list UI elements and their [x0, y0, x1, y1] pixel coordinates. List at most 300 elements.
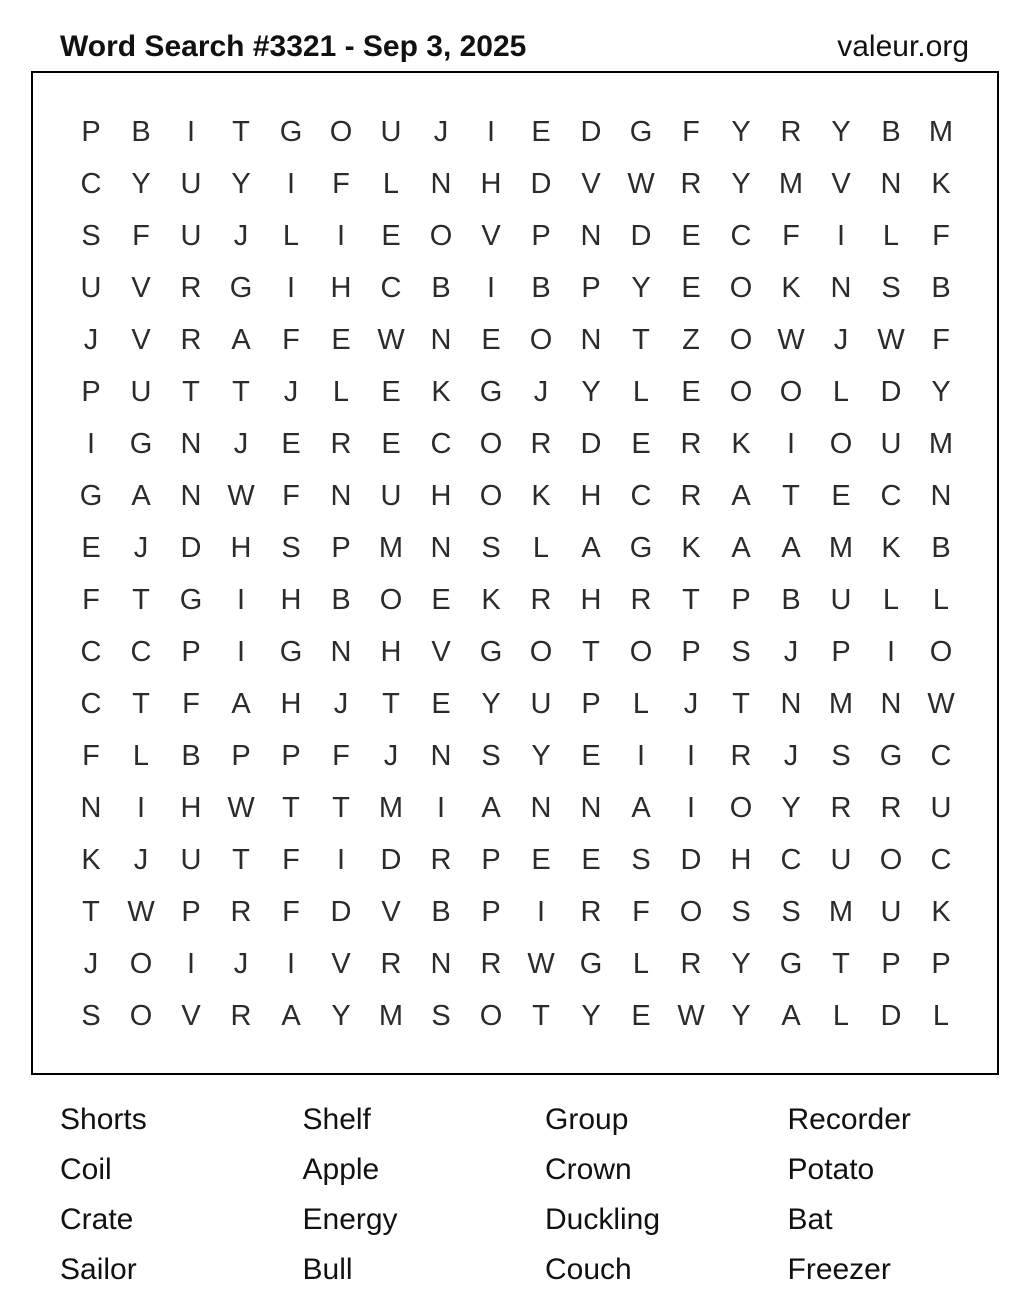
grid-letter[interactable]: V — [131, 323, 151, 356]
grid-letter[interactable]: E — [431, 583, 451, 616]
grid-letter[interactable]: B — [931, 271, 951, 304]
grid-letter[interactable]: N — [430, 167, 452, 200]
grid-letter[interactable]: E — [681, 375, 701, 408]
grid-letter[interactable]: C — [80, 635, 102, 668]
grid-letter[interactable]: U — [880, 427, 902, 460]
grid-letter[interactable]: C — [80, 167, 102, 200]
grid-letter[interactable]: N — [580, 791, 602, 824]
grid-letter[interactable]: N — [580, 323, 602, 356]
grid-letter[interactable]: H — [580, 583, 602, 616]
grid-letter[interactable]: L — [282, 219, 300, 252]
grid-letter[interactable]: N — [180, 427, 202, 460]
grid-letter[interactable]: A — [231, 687, 251, 720]
grid-letter[interactable]: R — [880, 791, 902, 824]
grid-letter[interactable]: P — [481, 843, 501, 876]
grid-letter[interactable]: B — [331, 583, 351, 616]
grid-letter[interactable]: J — [383, 739, 399, 772]
grid-letter[interactable]: K — [731, 427, 751, 460]
grid-letter[interactable]: U — [880, 895, 902, 928]
grid-letter[interactable]: A — [131, 479, 151, 512]
grid-letter[interactable]: Y — [131, 167, 151, 200]
grid-letter[interactable]: S — [281, 531, 301, 564]
grid-letter[interactable]: D — [380, 843, 402, 876]
grid-letter[interactable]: J — [683, 687, 699, 720]
grid-letter[interactable]: I — [686, 739, 696, 772]
grid-letter[interactable]: V — [431, 635, 451, 668]
grid-letter[interactable]: W — [677, 999, 705, 1032]
grid-letter[interactable]: Y — [581, 375, 601, 408]
grid-letter[interactable]: O — [729, 375, 753, 408]
grid-letter[interactable]: K — [931, 167, 951, 200]
grid-letter[interactable]: P — [81, 115, 101, 148]
grid-letter[interactable]: E — [631, 427, 651, 460]
grid-letter[interactable]: P — [181, 635, 201, 668]
grid-letter[interactable]: O — [129, 947, 153, 980]
grid-letter[interactable]: T — [182, 375, 200, 408]
grid-letter[interactable]: E — [281, 427, 301, 460]
grid-letter[interactable]: E — [631, 999, 651, 1032]
grid-letter[interactable]: F — [282, 895, 300, 928]
grid-letter[interactable]: S — [881, 271, 901, 304]
grid-letter[interactable]: L — [932, 999, 950, 1032]
grid-letter[interactable]: I — [236, 635, 246, 668]
grid-letter[interactable]: J — [783, 739, 799, 772]
grid-letter[interactable]: C — [880, 479, 902, 512]
grid-letter[interactable]: F — [782, 219, 800, 252]
grid-letter[interactable]: T — [782, 479, 800, 512]
grid-letter[interactable]: J — [233, 219, 249, 252]
grid-letter[interactable]: E — [331, 323, 351, 356]
grid-letter[interactable]: J — [533, 375, 549, 408]
grid-letter[interactable]: P — [931, 947, 951, 980]
grid-letter[interactable]: S — [81, 999, 101, 1032]
grid-letter[interactable]: A — [281, 999, 301, 1032]
grid-letter[interactable]: S — [731, 895, 751, 928]
grid-letter[interactable]: M — [828, 687, 854, 720]
grid-letter[interactable]: U — [530, 687, 552, 720]
grid-letter[interactable]: S — [631, 843, 651, 876]
grid-letter[interactable]: U — [380, 115, 402, 148]
grid-letter[interactable]: H — [280, 687, 302, 720]
grid-letter[interactable]: B — [181, 739, 201, 772]
grid-letter[interactable]: J — [233, 947, 249, 980]
grid-letter[interactable]: M — [378, 531, 404, 564]
grid-letter[interactable]: M — [378, 999, 404, 1032]
grid-letter[interactable]: L — [632, 375, 650, 408]
grid-letter[interactable]: V — [581, 167, 601, 200]
grid-letter[interactable]: Y — [331, 999, 351, 1032]
grid-letter[interactable]: D — [580, 427, 602, 460]
grid-letter[interactable]: O — [379, 583, 403, 616]
grid-letter[interactable]: B — [931, 531, 951, 564]
grid-letter[interactable]: Y — [581, 999, 601, 1032]
grid-letter[interactable]: I — [536, 895, 546, 928]
grid-letter[interactable]: F — [282, 843, 300, 876]
grid-letter[interactable]: P — [331, 531, 351, 564]
grid-letter[interactable]: M — [928, 115, 954, 148]
grid-letter[interactable]: I — [286, 947, 296, 980]
grid-letter[interactable]: D — [180, 531, 202, 564]
grid-letter[interactable]: Y — [831, 115, 851, 148]
grid-letter[interactable]: I — [186, 947, 196, 980]
grid-letter[interactable]: G — [879, 739, 903, 772]
grid-letter[interactable]: E — [831, 479, 851, 512]
grid-letter[interactable]: D — [530, 167, 552, 200]
grid-letter[interactable]: R — [530, 583, 552, 616]
grid-letter[interactable]: I — [686, 791, 696, 824]
grid-letter[interactable]: N — [580, 219, 602, 252]
grid-letter[interactable]: N — [930, 479, 952, 512]
grid-letter[interactable]: I — [486, 271, 496, 304]
grid-letter[interactable]: M — [378, 791, 404, 824]
grid-letter[interactable]: R — [480, 947, 502, 980]
grid-letter[interactable]: E — [481, 323, 501, 356]
grid-letter[interactable]: J — [133, 843, 149, 876]
grid-letter[interactable]: N — [430, 531, 452, 564]
grid-letter[interactable]: N — [530, 791, 552, 824]
grid-letter[interactable]: S — [81, 219, 101, 252]
grid-letter[interactable]: L — [882, 583, 900, 616]
grid-letter[interactable]: F — [132, 219, 150, 252]
grid-letter[interactable]: C — [380, 271, 402, 304]
grid-letter[interactable]: P — [681, 635, 701, 668]
grid-letter[interactable]: G — [279, 635, 303, 668]
grid-letter[interactable]: F — [282, 479, 300, 512]
grid-letter[interactable]: Y — [731, 167, 751, 200]
grid-letter[interactable]: R — [180, 271, 202, 304]
grid-letter[interactable]: O — [329, 115, 353, 148]
grid-letter[interactable]: P — [81, 375, 101, 408]
grid-letter[interactable]: M — [828, 895, 854, 928]
grid-letter[interactable]: V — [381, 895, 401, 928]
grid-letter[interactable]: J — [283, 375, 299, 408]
grid-letter[interactable]: D — [580, 115, 602, 148]
grid-letter[interactable]: G — [629, 531, 653, 564]
grid-letter[interactable]: K — [881, 531, 901, 564]
grid-letter[interactable]: N — [430, 947, 452, 980]
grid-letter[interactable]: B — [881, 115, 901, 148]
grid-letter[interactable]: E — [681, 219, 701, 252]
grid-letter[interactable]: Y — [731, 999, 751, 1032]
grid-letter[interactable]: B — [431, 271, 451, 304]
grid-letter[interactable]: I — [886, 635, 896, 668]
grid-letter[interactable]: H — [180, 791, 202, 824]
grid-letter[interactable]: U — [80, 271, 102, 304]
grid-letter[interactable]: K — [931, 895, 951, 928]
grid-letter[interactable]: T — [132, 583, 150, 616]
grid-letter[interactable]: N — [880, 167, 902, 200]
grid-letter[interactable]: W — [127, 895, 155, 928]
grid-letter[interactable]: P — [731, 583, 751, 616]
grid-letter[interactable]: S — [481, 531, 501, 564]
grid-letter[interactable]: J — [833, 323, 849, 356]
grid-letter[interactable]: M — [928, 427, 954, 460]
grid-letter[interactable]: T — [382, 687, 400, 720]
grid-letter[interactable]: I — [186, 115, 196, 148]
grid-letter[interactable]: P — [481, 895, 501, 928]
grid-letter[interactable]: D — [330, 895, 352, 928]
grid-letter[interactable]: E — [581, 843, 601, 876]
grid-letter[interactable]: E — [381, 427, 401, 460]
grid-letter[interactable]: F — [632, 895, 650, 928]
grid-letter[interactable]: J — [233, 427, 249, 460]
grid-letter[interactable]: T — [682, 583, 700, 616]
grid-letter[interactable]: P — [181, 895, 201, 928]
grid-letter[interactable]: R — [680, 427, 702, 460]
grid-letter[interactable]: D — [680, 843, 702, 876]
grid-letter[interactable]: L — [532, 531, 550, 564]
grid-letter[interactable]: P — [831, 635, 851, 668]
grid-letter[interactable]: J — [133, 531, 149, 564]
grid-letter[interactable]: R — [530, 427, 552, 460]
grid-letter[interactable]: H — [380, 635, 402, 668]
grid-letter[interactable]: O — [729, 791, 753, 824]
grid-letter[interactable]: L — [832, 999, 850, 1032]
grid-letter[interactable]: O — [129, 999, 153, 1032]
grid-letter[interactable]: W — [627, 167, 655, 200]
grid-letter[interactable]: R — [230, 895, 252, 928]
grid-letter[interactable]: R — [830, 791, 852, 824]
grid-letter[interactable]: W — [377, 323, 405, 356]
grid-letter[interactable]: N — [780, 687, 802, 720]
grid-letter[interactable]: E — [431, 687, 451, 720]
grid-letter[interactable]: I — [336, 219, 346, 252]
grid-letter[interactable]: A — [631, 791, 651, 824]
grid-letter[interactable]: N — [180, 479, 202, 512]
grid-letter[interactable]: T — [732, 687, 750, 720]
grid-letter[interactable]: P — [231, 739, 251, 772]
grid-letter[interactable]: J — [333, 687, 349, 720]
grid-letter[interactable]: F — [282, 323, 300, 356]
grid-letter[interactable]: T — [282, 791, 300, 824]
grid-letter[interactable]: S — [481, 739, 501, 772]
grid-letter[interactable]: G — [229, 271, 253, 304]
grid-letter[interactable]: A — [731, 531, 751, 564]
grid-letter[interactable]: F — [932, 323, 950, 356]
grid-letter[interactable]: Y — [481, 687, 501, 720]
grid-letter[interactable]: J — [83, 947, 99, 980]
grid-letter[interactable]: W — [777, 323, 805, 356]
grid-letter[interactable]: C — [130, 635, 152, 668]
grid-letter[interactable]: L — [132, 739, 150, 772]
grid-letter[interactable]: A — [481, 791, 501, 824]
grid-letter[interactable]: C — [930, 843, 952, 876]
grid-letter[interactable]: K — [681, 531, 701, 564]
grid-letter[interactable]: T — [232, 843, 250, 876]
grid-letter[interactable]: O — [529, 635, 553, 668]
grid-letter[interactable]: O — [629, 635, 653, 668]
grid-letter[interactable]: D — [880, 999, 902, 1032]
grid-letter[interactable]: T — [82, 895, 100, 928]
grid-letter[interactable]: O — [479, 427, 503, 460]
grid-letter[interactable]: Z — [682, 323, 700, 356]
grid-letter[interactable]: A — [581, 531, 601, 564]
grid-letter[interactable]: O — [479, 479, 503, 512]
grid-letter[interactable]: C — [780, 843, 802, 876]
grid-letter[interactable]: G — [629, 115, 653, 148]
grid-letter[interactable]: F — [332, 167, 350, 200]
grid-letter[interactable]: N — [880, 687, 902, 720]
grid-letter[interactable]: H — [430, 479, 452, 512]
grid-letter[interactable]: V — [481, 219, 501, 252]
grid-letter[interactable]: I — [136, 791, 146, 824]
grid-letter[interactable]: E — [381, 219, 401, 252]
grid-letter[interactable]: F — [332, 739, 350, 772]
grid-letter[interactable]: W — [527, 947, 555, 980]
grid-letter[interactable]: J — [433, 115, 449, 148]
grid-letter[interactable]: V — [831, 167, 851, 200]
grid-letter[interactable]: G — [279, 115, 303, 148]
grid-letter[interactable]: Y — [531, 739, 551, 772]
grid-letter[interactable]: G — [179, 583, 203, 616]
grid-letter[interactable]: R — [380, 947, 402, 980]
grid-letter[interactable]: U — [380, 479, 402, 512]
grid-letter[interactable]: U — [130, 375, 152, 408]
grid-letter[interactable]: P — [881, 947, 901, 980]
grid-letter[interactable]: E — [531, 843, 551, 876]
grid-letter[interactable]: T — [532, 999, 550, 1032]
grid-letter[interactable]: U — [830, 843, 852, 876]
grid-letter[interactable]: T — [132, 687, 150, 720]
grid-letter[interactable]: K — [531, 479, 551, 512]
grid-letter[interactable]: O — [529, 323, 553, 356]
grid-letter[interactable]: S — [431, 999, 451, 1032]
grid-letter[interactable]: I — [236, 583, 246, 616]
grid-letter[interactable]: P — [281, 739, 301, 772]
grid-letter[interactable]: O — [429, 219, 453, 252]
grid-letter[interactable]: B — [531, 271, 551, 304]
grid-letter[interactable]: A — [781, 531, 801, 564]
grid-letter[interactable]: G — [479, 635, 503, 668]
grid-letter[interactable]: A — [781, 999, 801, 1032]
grid-letter[interactable]: J — [783, 635, 799, 668]
grid-letter[interactable]: I — [286, 271, 296, 304]
grid-letter[interactable]: G — [479, 375, 503, 408]
grid-letter[interactable]: P — [581, 271, 601, 304]
grid-letter[interactable]: T — [832, 947, 850, 980]
grid-letter[interactable]: F — [932, 219, 950, 252]
grid-letter[interactable]: I — [786, 427, 796, 460]
grid-letter[interactable]: V — [331, 947, 351, 980]
grid-letter[interactable]: O — [679, 895, 703, 928]
grid-letter[interactable]: F — [82, 739, 100, 772]
grid-letter[interactable]: E — [681, 271, 701, 304]
grid-letter[interactable]: H — [230, 531, 252, 564]
grid-letter[interactable]: L — [382, 167, 400, 200]
grid-letter[interactable]: L — [832, 375, 850, 408]
grid-letter[interactable]: E — [581, 739, 601, 772]
grid-letter[interactable]: H — [330, 271, 352, 304]
grid-letter[interactable]: N — [330, 635, 352, 668]
grid-letter[interactable]: P — [531, 219, 551, 252]
grid-letter[interactable]: T — [632, 323, 650, 356]
grid-letter[interactable]: R — [680, 167, 702, 200]
grid-letter[interactable]: Y — [731, 947, 751, 980]
grid-letter[interactable]: B — [131, 115, 151, 148]
grid-letter[interactable]: H — [280, 583, 302, 616]
grid-letter[interactable]: Y — [931, 375, 951, 408]
grid-letter[interactable]: L — [932, 583, 950, 616]
grid-letter[interactable]: C — [630, 479, 652, 512]
grid-letter[interactable]: F — [182, 687, 200, 720]
grid-letter[interactable]: S — [731, 635, 751, 668]
grid-letter[interactable]: C — [430, 427, 452, 460]
grid-letter[interactable]: A — [231, 323, 251, 356]
grid-letter[interactable]: Y — [781, 791, 801, 824]
grid-letter[interactable]: Y — [231, 167, 251, 200]
grid-letter[interactable]: I — [636, 739, 646, 772]
grid-letter[interactable]: S — [831, 739, 851, 772]
grid-letter[interactable]: I — [436, 791, 446, 824]
grid-letter[interactable]: C — [80, 687, 102, 720]
grid-letter[interactable]: B — [781, 583, 801, 616]
grid-letter[interactable]: H — [730, 843, 752, 876]
grid-letter[interactable]: K — [81, 843, 101, 876]
grid-letter[interactable]: C — [930, 739, 952, 772]
grid-letter[interactable]: E — [81, 531, 101, 564]
grid-letter[interactable]: R — [580, 895, 602, 928]
grid-letter[interactable]: W — [227, 479, 255, 512]
grid-letter[interactable]: N — [830, 271, 852, 304]
grid-letter[interactable]: W — [927, 687, 955, 720]
grid-letter[interactable]: S — [781, 895, 801, 928]
grid-letter[interactable]: I — [336, 843, 346, 876]
grid-letter[interactable]: J — [83, 323, 99, 356]
grid-letter[interactable]: B — [431, 895, 451, 928]
grid-letter[interactable]: M — [828, 531, 854, 564]
grid-letter[interactable]: E — [381, 375, 401, 408]
grid-letter[interactable]: O — [729, 323, 753, 356]
grid-letter[interactable]: D — [880, 375, 902, 408]
grid-letter[interactable]: R — [180, 323, 202, 356]
grid-letter[interactable]: T — [232, 115, 250, 148]
grid-letter[interactable]: W — [227, 791, 255, 824]
grid-letter[interactable]: K — [481, 583, 501, 616]
grid-letter[interactable]: O — [929, 635, 953, 668]
grid-letter[interactable]: A — [731, 479, 751, 512]
grid-letter[interactable]: I — [486, 115, 496, 148]
grid-letter[interactable]: D — [630, 219, 652, 252]
grid-letter[interactable]: K — [781, 271, 801, 304]
grid-letter[interactable]: V — [181, 999, 201, 1032]
grid-letter[interactable]: T — [332, 791, 350, 824]
grid-letter[interactable]: P — [581, 687, 601, 720]
grid-letter[interactable]: L — [632, 947, 650, 980]
grid-letter[interactable]: T — [582, 635, 600, 668]
grid-letter[interactable]: O — [779, 375, 803, 408]
grid-letter[interactable]: N — [430, 323, 452, 356]
grid-letter[interactable]: G — [129, 427, 153, 460]
grid-letter[interactable]: Y — [731, 115, 751, 148]
grid-letter[interactable]: H — [480, 167, 502, 200]
grid-letter[interactable]: L — [632, 687, 650, 720]
grid-letter[interactable]: E — [531, 115, 551, 148]
grid-letter[interactable]: I — [86, 427, 96, 460]
grid-letter[interactable]: V — [131, 271, 151, 304]
grid-letter[interactable]: F — [682, 115, 700, 148]
grid-letter[interactable]: G — [79, 479, 103, 512]
grid-letter[interactable]: U — [180, 167, 202, 200]
grid-letter[interactable]: L — [882, 219, 900, 252]
grid-letter[interactable]: N — [430, 739, 452, 772]
grid-letter[interactable]: F — [82, 583, 100, 616]
grid-letter[interactable]: H — [580, 479, 602, 512]
grid-letter[interactable]: W — [877, 323, 905, 356]
grid-letter[interactable]: G — [779, 947, 803, 980]
grid-letter[interactable]: R — [680, 947, 702, 980]
grid-letter[interactable]: R — [430, 843, 452, 876]
grid-letter[interactable]: K — [431, 375, 451, 408]
